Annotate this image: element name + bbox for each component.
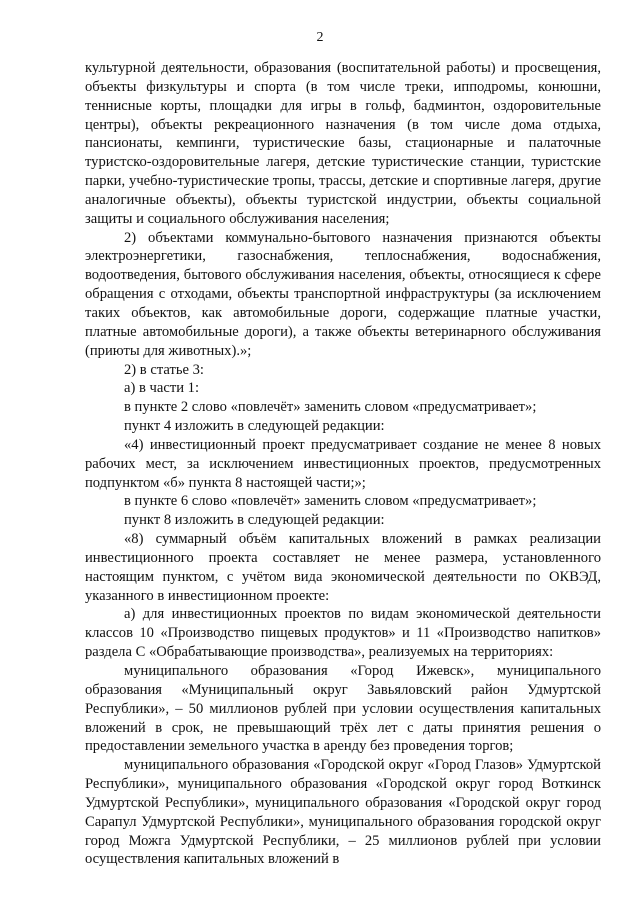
paragraph: муниципального образования «Городской округ «Город Глазов» Удмуртской Республики», муниципального образования «Городской округ город Воткинск Удмуртской Республики», муниципального образования «Городской округ город Сарапул Удмуртской Республики», муниципального образования городской округ город Можга Удмуртской Республики, – 25 миллионов рублей при условии осуществления капитальных вложений в bbox=[85, 757, 601, 868]
paragraph: 2) объектами коммунально-бытового назначения признаются объекты электроэнергетики, газоснабжения, теплоснабжения, водоснабжения, водоотведения, бытового обслуживания населения, объекты, относящиеся к сфере обращения с отходами, объекты транспортной инфраструктуры (за исключением таких объектов, как автомобильные дороги, содержащие платные участки, платные автомобильные дороги), а также объекты ветеринарного обслуживания (приюты для животных).»; bbox=[85, 229, 601, 359]
page-number: 2 bbox=[316, 30, 324, 45]
paragraph: в пункте 2 слово «повлечёт» заменить словом «предусматривает»; bbox=[124, 399, 537, 416]
paragraph: «4) инвестиционный проект предусматривает создание не менее 8 новых рабочих мест, за исключением инвестиционных проектов, предусмотренных подпунктом «б» пункта 8 настоящей части;»; bbox=[85, 436, 601, 491]
paragraph: а) в части 1: bbox=[124, 380, 200, 397]
document-body bbox=[85, 59, 601, 869]
paragraph: «8) суммарный объём капитальных вложений в рамках реализации инвестиционного проекта составляет не менее размера, установленного настоящим пунктом, с учётом вида экономической деятельности по ОКВЭД, указанного в инвестиционном проекте: bbox=[85, 531, 601, 604]
paragraph: пункт 4 изложить в следующей редакции: bbox=[124, 418, 385, 435]
paragraph: культурной деятельности, образования (воспитательной работы) и просвещения, объекты физкультуры и спорта (в том числе треки, ипподромы, конюшни, теннисные корты, площадки для игры в гольф, бадминтон, оздоровительные центры), объекты рекреационного назначения (в том числе дома отдыха, пансионаты, кемпинги, туристические базы, стационарные и палаточные туристско-оздоровительные лагеря, детские туристические станции, туристские парки, учебно-туристические тропы, трассы, детские и спортивные лагеря, другие аналогичные объекты), объекты туристской индустрии, объекты социальной защиты и социального обслуживания населения; bbox=[85, 60, 601, 227]
paragraph: 2) в статье 3: bbox=[124, 361, 204, 378]
paragraph: в пункте 6 слово «повлечёт» заменить словом «предусматривает»; bbox=[124, 493, 537, 510]
paragraph: муниципального образования «Город Ижевск», муниципального образования «Муниципальный округ Завьяловский район Удмуртской Республики», – 50 миллионов рублей при условии осуществления капитальных вложений в срок, не превышающий трёх лет с даты принятия решения о предоставлении земельного участка в аренду без проведения торгов; bbox=[85, 663, 601, 755]
paragraph: пункт 8 изложить в следующей редакции: bbox=[124, 512, 385, 529]
paragraph: а) для инвестиционных проектов по видам экономической деятельности классов 10 «Производство пищевых продуктов» и 11 «Производство напитков» раздела С «Обрабатывающие производства», реализуемых на территориях: bbox=[85, 606, 601, 661]
